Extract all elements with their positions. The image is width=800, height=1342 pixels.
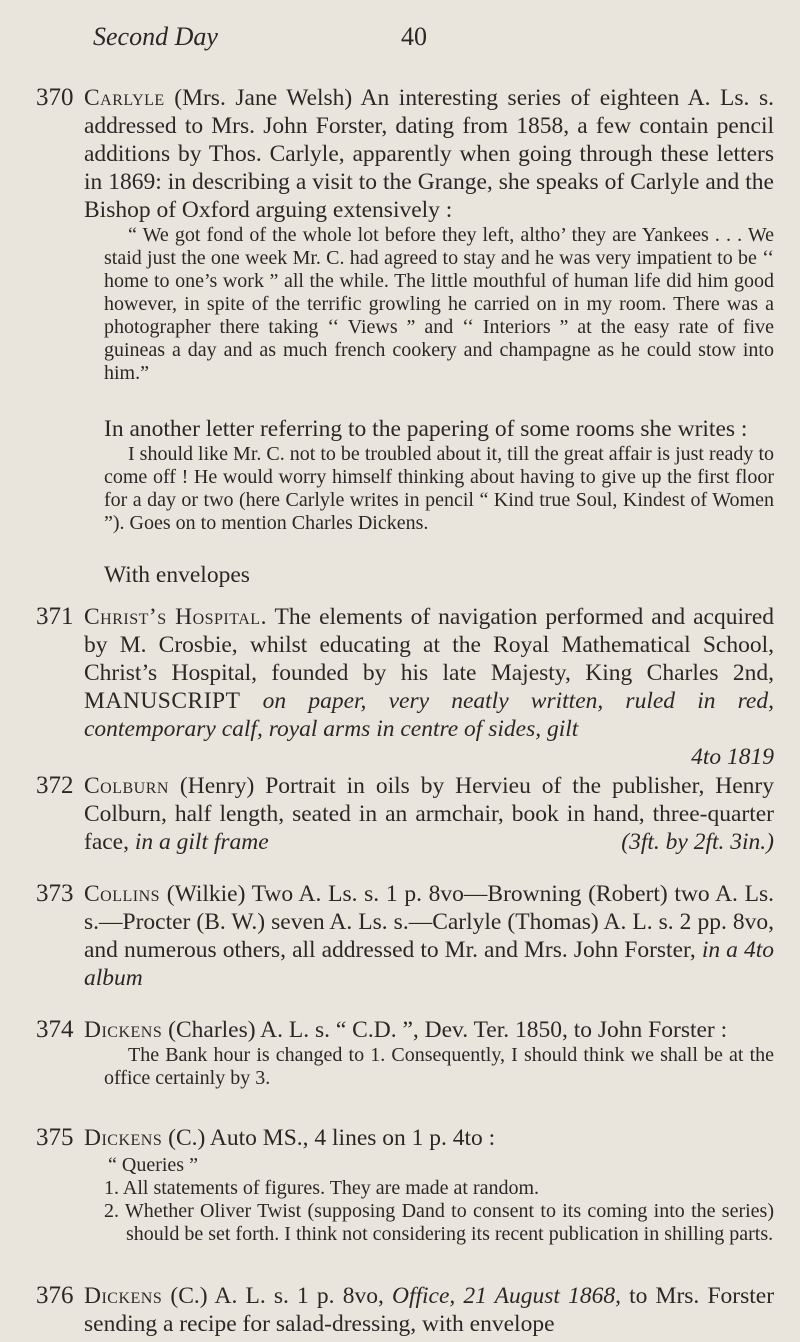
lot-body bbox=[84, 84, 774, 589]
list-item: 1. All statements of figures. They are made at random. bbox=[104, 1177, 540, 1199]
lot-number: 371 bbox=[36, 603, 74, 630]
lot-name: Collins bbox=[84, 881, 161, 907]
lot-name: Dickens bbox=[84, 1283, 163, 1309]
lot-description: Christ’s Hospital. The elements of navigation performed and acquired by M. Crosbie, whilst educating at the Royal Mathematical School, Christ’s Hospital, founded by his late Majesty, King Charles 2nd, MANUSCRIPT on paper, very neatly written, ruled in red, contemporary calf, royal arms in centre of sides, gilt bbox=[84, 604, 775, 742]
lot-body bbox=[84, 880, 774, 992]
lot-number: 372 bbox=[36, 772, 74, 799]
lot-paragraph: In another letter referring to the papering of some rooms she writes : bbox=[104, 416, 748, 442]
lot-body bbox=[84, 603, 774, 771]
quote: The Bank hour is changed to 1. Consequently, I should think we shall be at the office certainly by 3. bbox=[104, 1044, 774, 1089]
quote: I should like Mr. C. not to be troubled about it, till the great affair is just ready to come off ! He would worry himself thinking about having to give up the first floor for a day or two (here Carlyle writes in pencil “ Kind true Soul, Kindest of Women ”). Goes on to mention Charles Dickens. bbox=[104, 443, 774, 534]
lot-name: Carlyle bbox=[84, 85, 165, 111]
queries-heading: “ Queries ” bbox=[108, 1154, 198, 1176]
lot-number: 374 bbox=[36, 1016, 74, 1043]
lot-body bbox=[84, 1124, 774, 1246]
lot-description: Colburn (Henry) Portrait in oils by Hervieu of the publisher, Henry Colburn, half length, seated in an armchair, book in hand, three-quarter face, in a gilt frame bbox=[84, 773, 774, 855]
lot-number: 376 bbox=[36, 1282, 74, 1309]
lot-description: Dickens (Charles) A. L. s. “ C.D. ”, Dev. Ter. 1850, to John Forster : bbox=[84, 1017, 728, 1043]
lot-number: 375 bbox=[36, 1124, 74, 1151]
lot-name: Dickens bbox=[84, 1125, 163, 1151]
list-item: 2. Whether Oliver Twist (supposing Dand to consent to its coming into the series) should be set forth. I think not considering its recent publication in shilling parts. bbox=[104, 1200, 774, 1245]
lot-name: Dickens bbox=[84, 1017, 163, 1043]
lot-description: Collins (Wilkie) Two A. Ls. s. 1 p. 8vo—Browning (Robert) two A. Ls. s.—Procter (B. W.) seven A. Ls. s.—Carlyle (Thomas) A. L. s. 2 pp. 8vo, and numerous others, all addressed to Mr. and Mrs. John Forster, in a 4to album bbox=[84, 881, 775, 991]
lot-name: Colburn bbox=[84, 773, 169, 799]
lot-body bbox=[84, 1282, 774, 1338]
quote: “ We got fond of the whole lot before they left, altho’ they are Yankees . . . We staid just the one week Mr. C. had agreed to stay and he was very impatient to be ‘‘ home to one’s work ” all the while. The little mouthful of human life did him good however, in spite of the terrific growling he carried on in my room. There was a photographer there taking ‘‘ Views ” and ‘‘ Interiors ” at the easy rate of five guineas a day and as much french cookery and champagne as he could stow into him.” bbox=[104, 224, 774, 384]
running-head: Second Day bbox=[93, 22, 218, 51]
queries-list bbox=[84, 1154, 774, 1246]
lot-number: 370 bbox=[36, 84, 74, 111]
page-header bbox=[93, 22, 760, 52]
lot-name: Christ’s Hospital. bbox=[84, 604, 267, 630]
lot-paragraph: With envelopes bbox=[104, 562, 250, 588]
lot-size: (3ft. by 2ft. 3in.) bbox=[621, 829, 774, 855]
lot-body bbox=[84, 1016, 774, 1090]
page-number: 40 bbox=[401, 22, 427, 51]
lot-description: Carlyle (Mrs. Jane Welsh) An interesting series of eighteen A. Ls. s. addressed to Mrs. John Forster, dating from 1858, a few contain pencil additions by Thos. Carlyle, apparently when going through these letters in 1869: in describing a visit to the Grange, she speaks of Carlyle and the Bishop of Oxford arguing extensively : bbox=[84, 85, 774, 223]
lot-description: Dickens (C.) A. L. s. 1 p. 8vo, Office, 21 August 1868, to Mrs. Forster sending a recipe for salad-dressing, with envelope bbox=[84, 1283, 775, 1337]
lot-body bbox=[84, 772, 774, 856]
lot-description: Dickens (C.) Auto MS., 4 lines on 1 p. 4to : bbox=[84, 1125, 496, 1151]
lot-number: 373 bbox=[36, 880, 74, 907]
lot-size: 4to 1819 bbox=[691, 744, 774, 770]
